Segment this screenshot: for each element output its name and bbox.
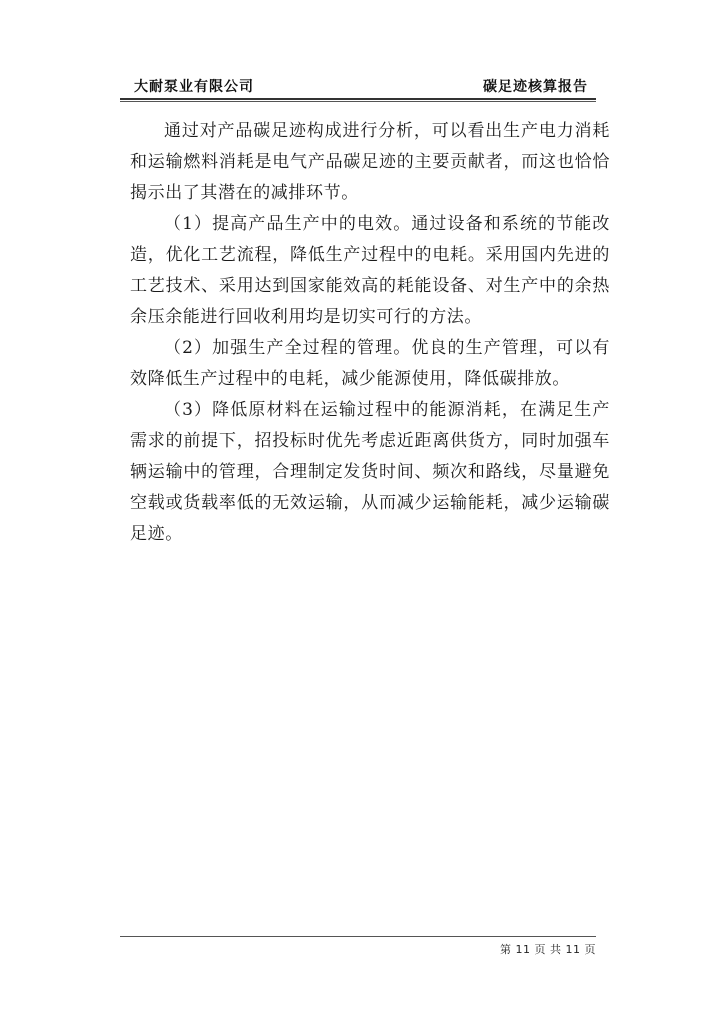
footer-divider — [120, 936, 596, 937]
page-header — [120, 72, 596, 98]
company-name: 大耐泵业有限公司 — [134, 79, 254, 95]
page-number: 第 11 页 共 11 页 — [500, 943, 596, 956]
header-divider-thin — [120, 101, 596, 102]
paragraph-intro: 通过对产品碳足迹构成进行分析，可以看出生产电力消耗和运输燃料消耗是电气产品碳足迹的主要贡献者，而这也恰恰揭示出了其潜在的减排环节。 — [130, 121, 610, 203]
report-title: 碳足迹核算报告 — [483, 79, 588, 95]
header-divider — [120, 98, 596, 100]
paragraph-item-3: （3）降低原材料在运输过程中的能源消耗，在满足生产需求的前提下，招投标时优先考虑近距离供货方，同时加强车辆运输中的管理，合理制定发货时间、频次和路线，尽量避免空载或货载率低的无效运输，从而减少运输能耗，减少运输碳足迹。 — [130, 400, 610, 544]
paragraph-item-1: （1）提高产品生产中的电效。通过设备和系统的节能改造，优化工艺流程，降低生产过程中的电耗。采用国内先进的工艺技术、采用达到国家能效高的耗能设备、对生产中的余热余压余能进行回收利用均是切实可行的方法。 — [130, 214, 610, 327]
paragraph-item-2: （2）加强生产全过程的管理。优良的生产管理，可以有效降低生产过程中的电耗，减少能源使用，降低碳排放。 — [130, 338, 610, 389]
document-body — [130, 116, 610, 550]
